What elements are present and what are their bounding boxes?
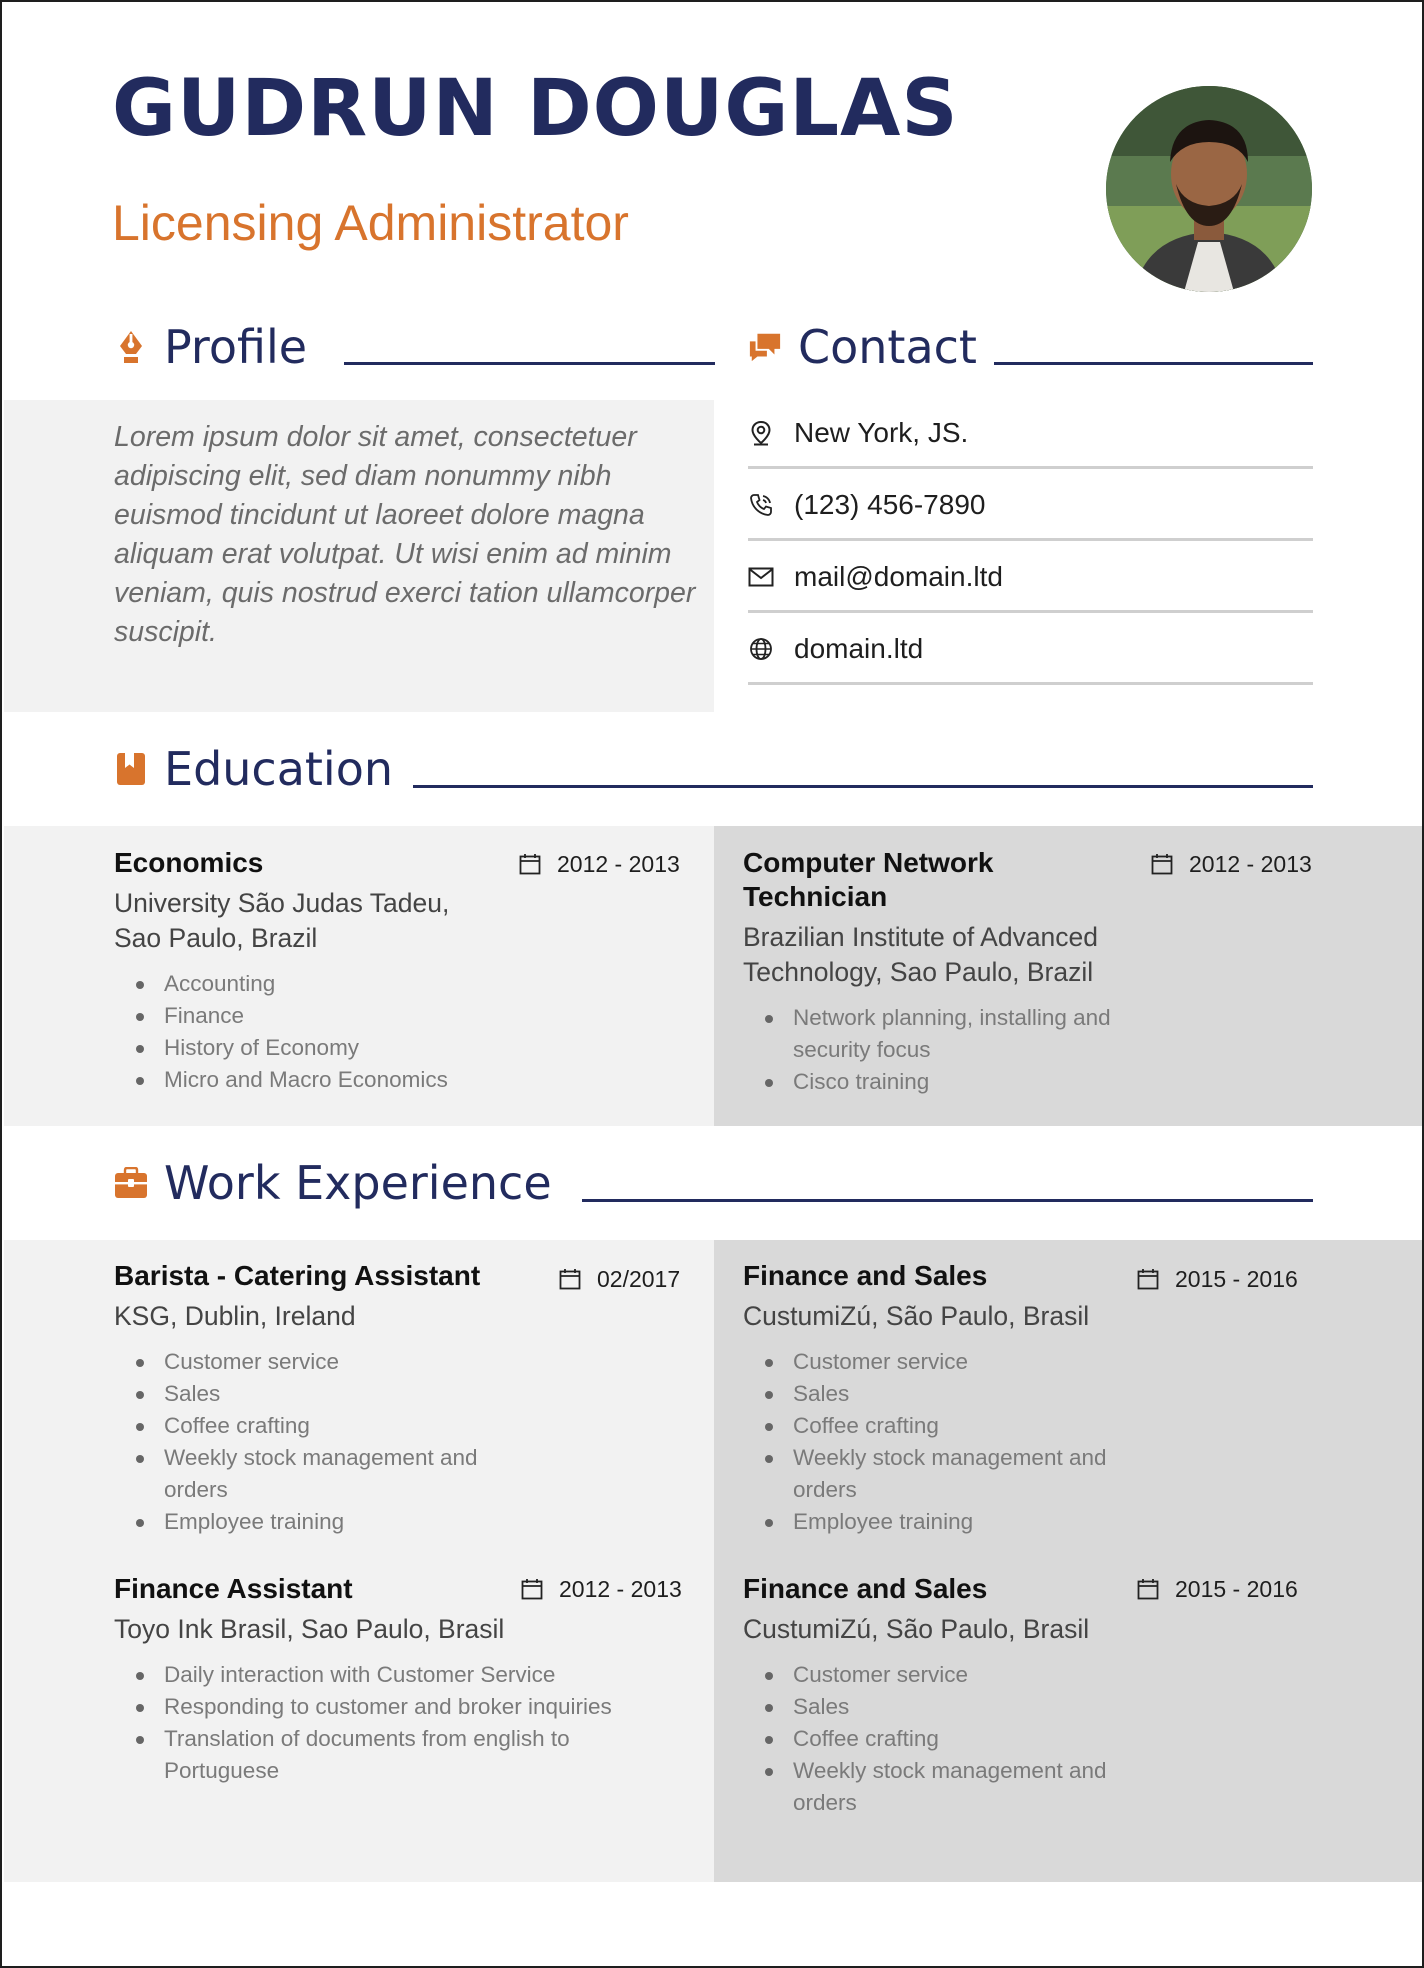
education-institution (743, 920, 1163, 990)
date-text: 2012 - 2013 (1189, 851, 1312, 877)
work-entry (114, 1259, 554, 1538)
work-entry (114, 1572, 614, 1787)
job-role: Barista - Catering Assistant (114, 1260, 481, 1291)
contact-website[interactable]: domain.ltd (794, 632, 924, 664)
list-item: Customer service (114, 1346, 494, 1378)
profile-rule (344, 362, 715, 365)
contact-heading (748, 320, 977, 374)
work-entry (743, 1572, 1163, 1819)
list-item: Responding to customer and broker inquiries (114, 1691, 614, 1723)
date-text: 2012 - 2013 (559, 1576, 682, 1602)
education-degree: Economics (114, 847, 264, 878)
contact-email-row (748, 543, 1313, 613)
education-date (1151, 851, 1312, 878)
job-duties (743, 1659, 1123, 1819)
job-company: CustumiZú, São Paulo, Brasil (743, 1301, 1090, 1331)
list-item: Network planning, installing and security focus (743, 1002, 1113, 1066)
profile-photo (1106, 86, 1312, 292)
institution-line: Sao Paulo, Brazil (114, 923, 318, 953)
list-item: Employee training (743, 1506, 1123, 1538)
calendar-icon (519, 853, 543, 877)
list-item: Weekly stock management and orders (743, 1442, 1123, 1506)
calendar-icon (1137, 1268, 1161, 1292)
list-item: Customer service (743, 1346, 1123, 1378)
job-duties (743, 1346, 1123, 1538)
list-item: Sales (114, 1378, 494, 1410)
list-item: Finance (114, 1000, 584, 1032)
contact-phone-row (748, 471, 1313, 541)
job-company: Toyo Ink Brasil, Sao Paulo, Brasil (114, 1614, 505, 1644)
contact-rule (994, 362, 1313, 365)
date-text: 2015 - 2016 (1175, 1576, 1298, 1602)
job-title: Licensing Administrator (112, 195, 629, 251)
list-item: Translation of documents from english to Portuguese (114, 1723, 614, 1787)
profile-heading (114, 320, 307, 374)
contact-location: New York, JS. (794, 416, 969, 448)
work-entry (743, 1259, 1163, 1538)
institution-line: University São Judas Tadeu, (114, 888, 450, 918)
work-date (1137, 1576, 1298, 1603)
list-item: Coffee crafting (114, 1410, 494, 1442)
bookmark-book-icon (114, 752, 148, 786)
institution-line: Brazilian Institute of Advanced (743, 922, 1099, 952)
pen-nib-icon (114, 330, 148, 364)
calendar-icon (521, 1578, 545, 1602)
candidate-name: GUDRUN DOUGLAS (112, 64, 959, 154)
profile-title: Profile (164, 320, 308, 374)
work-heading (114, 1156, 552, 1210)
list-item: Micro and Macro Economics (114, 1064, 584, 1096)
envelope-icon (748, 564, 774, 590)
calendar-icon (559, 1268, 583, 1292)
list-item: Sales (743, 1378, 1123, 1410)
list-item: Accounting (114, 968, 584, 1000)
education-institution (114, 886, 584, 956)
work-date (559, 1266, 680, 1293)
date-text: 2015 - 2016 (1175, 1266, 1298, 1292)
education-heading (114, 742, 393, 796)
degree-line: Computer Network (743, 847, 994, 878)
contact-website-row (748, 615, 1313, 685)
list-item: Weekly stock management and orders (743, 1755, 1123, 1819)
calendar-icon (1151, 853, 1175, 877)
phone-icon (748, 492, 774, 518)
location-pin-icon (748, 420, 774, 446)
education-entry (114, 846, 584, 1096)
work-date (521, 1576, 682, 1603)
education-topics (114, 968, 584, 1096)
contact-location-row (748, 399, 1313, 469)
education-date (519, 851, 680, 878)
job-company: KSG, Dublin, Ireland (114, 1301, 356, 1331)
date-text: 02/2017 (597, 1266, 681, 1292)
job-company: CustumiZú, São Paulo, Brasil (743, 1614, 1090, 1644)
job-duties (114, 1346, 494, 1538)
job-duties (114, 1659, 614, 1787)
list-item: Cisco training (743, 1066, 1113, 1098)
education-title: Education (164, 742, 394, 796)
contact-phone: (123) 456-7890 (794, 488, 986, 520)
contact-email[interactable]: mail@domain.ltd (794, 560, 1003, 592)
list-item: Daily interaction with Customer Service (114, 1659, 614, 1691)
education-degree (743, 846, 1163, 914)
education-entry (743, 846, 1163, 1098)
education-rule (413, 785, 1313, 788)
profile-text: Lorem ipsum dolor sit amet, consectetuer adipiscing elit, sed diam nonummy nibh euismod tincidunt ut laoreet dolore magna aliquam erat volutpat. Ut wisi enim ad minim veniam, quis nostrud exerci tation ullamcorper suscipit. (114, 421, 696, 648)
work-rule (582, 1199, 1313, 1202)
briefcase-icon (114, 1166, 148, 1200)
chat-bubbles-icon (748, 330, 782, 364)
job-role: Finance Assistant (114, 1573, 353, 1604)
list-item: Sales (743, 1691, 1123, 1723)
list-item: Customer service (743, 1659, 1123, 1691)
list-item: Weekly stock management and orders (114, 1442, 494, 1506)
contact-title: Contact (798, 320, 977, 374)
list-item: Employee training (114, 1506, 494, 1538)
calendar-icon (1137, 1578, 1161, 1602)
institution-line: Technology, Sao Paulo, Brazil (743, 957, 1094, 987)
job-role: Finance and Sales (743, 1260, 988, 1291)
work-title: Work Experience (164, 1156, 552, 1210)
list-item: Coffee crafting (743, 1723, 1123, 1755)
education-topics (743, 1002, 1113, 1098)
list-item: History of Economy (114, 1032, 584, 1064)
degree-line: Technician (743, 881, 888, 912)
work-date (1137, 1266, 1298, 1293)
date-text: 2012 - 2013 (557, 851, 680, 877)
avatar (1106, 86, 1312, 292)
globe-icon (748, 636, 774, 662)
list-item: Coffee crafting (743, 1410, 1123, 1442)
job-role: Finance and Sales (743, 1573, 988, 1604)
